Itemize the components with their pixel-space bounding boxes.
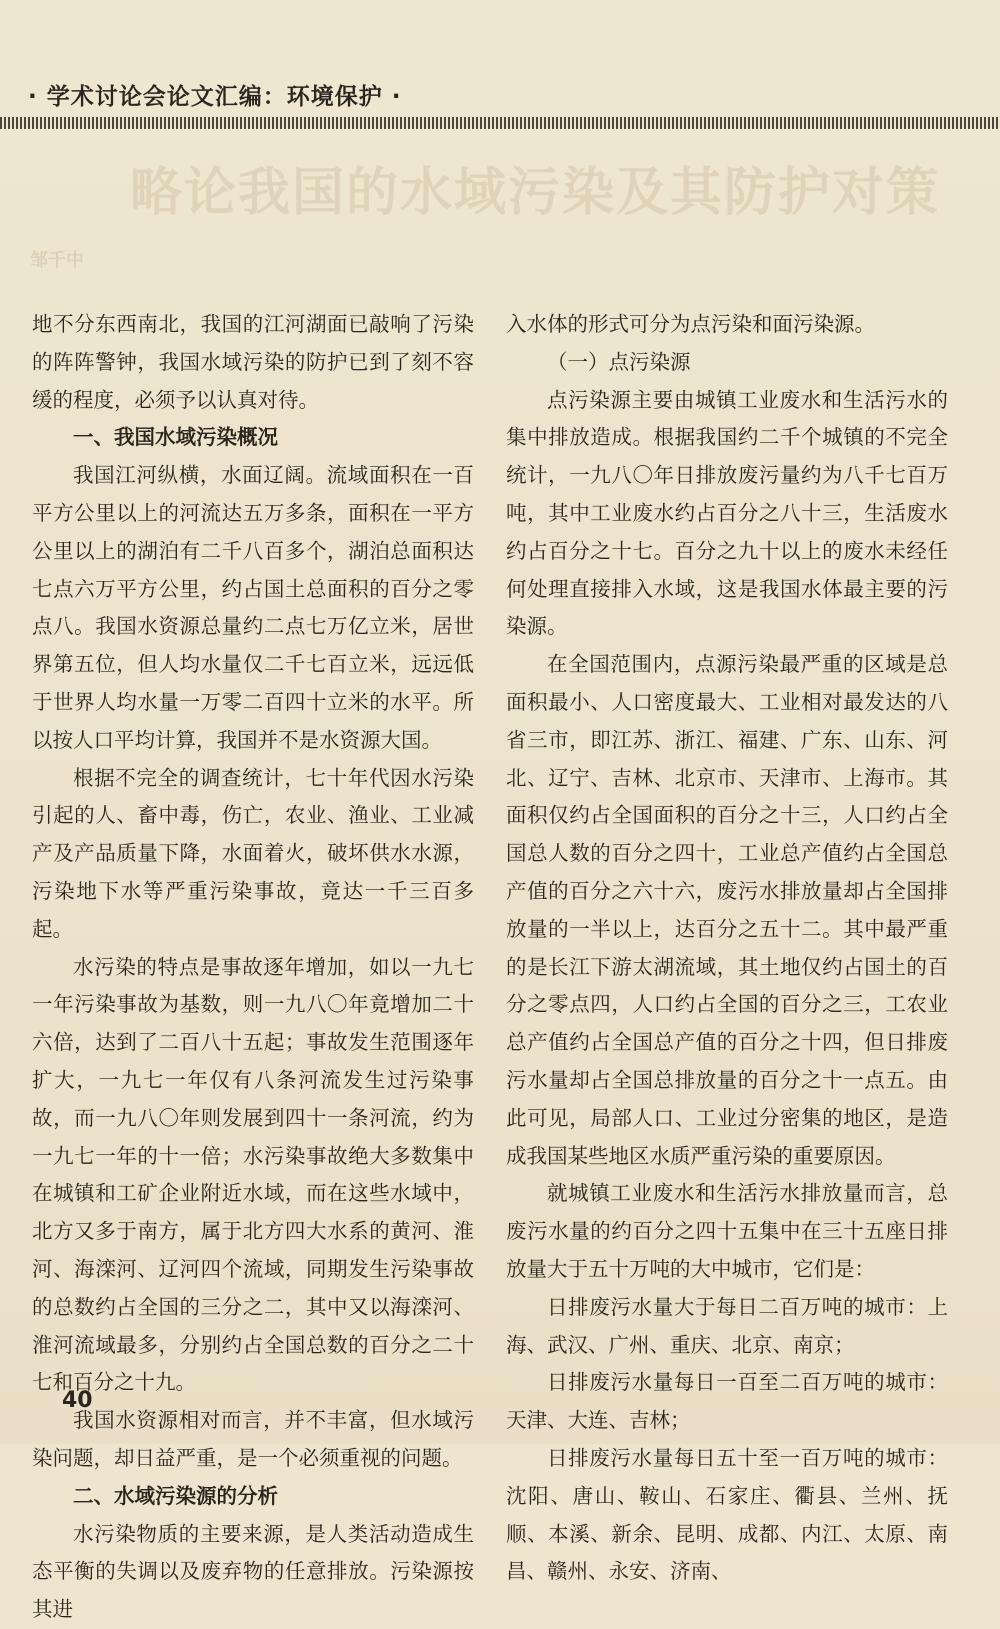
- article-title-faded: 略论我国的水域污染及其防护对策: [129, 162, 940, 223]
- section-heading: 一、我国水域污染概况: [73, 425, 278, 450]
- left-column: [32, 306, 474, 1629]
- paragraph: 点污染源主要由城镇工业废水和生活污水的集中排放造成。根据我国约二千个城镇的不完全统计，一九八〇年日排放废污量约为八千七百万吨，其中工业废水约占百分之八十三，生活废水约占百分之十七。百分之九十以上的废水未经任何处理直接排入水域，这是我国水体最主要的污染源。: [506, 387, 948, 639]
- header-rule: [0, 117, 1000, 129]
- paragraph: 地不分东西南北，我国的江河湖面已敲响了污染的阵阵警钟，我国水域污染的防护已到了刻不容缓的程度，必须予以认真对待。: [32, 312, 474, 412]
- subsection-heading: （一）点污染源: [547, 349, 691, 374]
- paragraph: 我国水资源相对而言，并不丰富，但水域污染问题，却日益严重，是一个必须重视的问题。: [32, 1408, 474, 1470]
- paragraph: 就城镇工业废水和生活污水排放量而言，总废污水量的约百分之四十五集中在三十五座日排放量大于五十万吨的大中城市，它们是：: [506, 1181, 948, 1281]
- paragraph: 水污染的特点是事故逐年增加，如以一九七一年污染事故为基数，则一九八〇年竟增加二十六倍，达到了二百八十五起；事故发生范围逐年扩大，一九七一年仅有八条河流发生过污染事故，而一九八〇年则发展到四十一条河流，约为一九七一年的十一倍；水污染事故绝大多数集中在城镇和工矿企业附近水域，而在这些水域中，北方又多于南方，属于北方四大水系的黄河、淮河、海滦河、辽河四个流域，同期发生污染事故的总数约占全国的三分之二，其中又以海滦河、淮河流域最多，分别约占全国总数的百分之二十七和百分之十九。: [32, 954, 474, 1395]
- list-item: 日排废污水量每日一百至二百万吨的城市：天津、大连、吉林；: [506, 1370, 948, 1433]
- right-column: [506, 306, 948, 1591]
- author-name-faded: 邹千中: [30, 250, 84, 271]
- paragraph: 入水体的形式可分为点污染和面污染源。: [506, 312, 875, 336]
- paragraph: 根据不完全的调查统计，七十年代因水污染引起的人、畜中毒，伤亡，农业、渔业、工业减产及产品质量下降，水面着火，破坏供水水源，污染地下水等严重污染事故，竟达一千三百多起。: [32, 765, 474, 941]
- list-item: 日排废污水量大于每日二百万吨的城市：上海、武汉、广州、重庆、北京、南京；: [506, 1294, 948, 1357]
- section-heading: 二、水域污染源的分析: [73, 1483, 278, 1508]
- paragraph: 在全国范围内，点源污染最严重的区域是总面积最小、人口密度最大、工业相对最发达的八省三市，即江苏、浙江、福建、广东、山东、河北、辽宁、吉林、北京市、天津市、上海市。其面积仅约占全国面积的百分之十三，人口约占全国总人数的百分之四十，工业总产值约占全国总产值的百分之六十六，废污水排放量却占全国排放量的一半以上，达百分之五十二。其中最严重的是长江下游太湖流域，其土地仅约占国土的百分之零点四，人口约占全国的百分之三，工农业总产值约占全国总产值的百分之十四，但日排废污水量却占全国总排放量的百分之十一点五。由此可见，局部人口、工业过分密集的地区，是造成我国某些地区水质严重污染的重要原因。: [506, 652, 948, 1168]
- list-item: 日排废污水量每日五十至一百万吨的城市：沈阳、唐山、鞍山、石家庄、衢县、兰州、抚顺、本溪、新余、昆明、成都、内江、太原、南昌、赣州、永安、济南、: [506, 1445, 948, 1584]
- paragraph: 我国江河纵横，水面辽阔。流域面积在一百平方公里以上的河流达五万多条，面积在一平方公里以上的湖泊有二千八百多个，湖泊总面积达七点六万平方公里，约占国土总面积的百分之零点八。我国水资源总量约二点七万亿立米，居世界第五位，但人均水量仅二千七百立米，远远低于世界人均水量一万零二百四十立米的水平。所以按人口平均计算，我国并不是水资源大国。: [32, 463, 474, 752]
- paragraph: 水污染物质的主要来源，是人类活动造成生态平衡的失调以及废弃物的任意排放。污染源按其进: [32, 1521, 474, 1622]
- series-header: · 学术讨论会论文汇编：环境保护 ·: [28, 84, 402, 110]
- page-number: 40: [62, 1388, 93, 1413]
